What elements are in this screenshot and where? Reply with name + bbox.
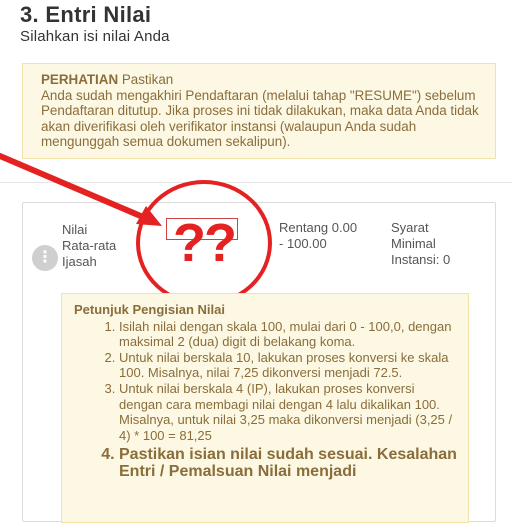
hint-item: 2. Untuk nilai berskala 10, lakukan proses konversi ke skala 100. Misalnya, nilai 7,25 dikonversi menjadi 72.5.	[119, 350, 458, 381]
question-annotation	[136, 180, 272, 306]
notice-label: PERHATIAN	[41, 72, 119, 87]
syarat-label: Syarat Minimal Instansi: 0	[391, 220, 451, 267]
notice-body: Anda sudah mengakhiri Pendaftaran (melalui tahap "RESUME") sebelum Pendaftaran ditutup. Jika proses ini tidak dilakukan, maka data Anda tidak akan diverifikasi oleh verifikator instansi (walaupun Anda sudah mengunggah semua dokumen sekalipun).	[41, 87, 479, 150]
page-subtitle-text: Silahkan isi nilai Anda	[20, 28, 170, 45]
page-subtitle	[20, 28, 170, 45]
hint-item: 3. Untuk nilai berskala 4 (IP), lakukan proses konversi dengan cara membagi nilai dengan 4 lalu dikalikan 100. Misalnya, untuk nilai 3,25 maka dikonversi menjadi (3,25 / 4) * 100 = 81,25	[119, 381, 458, 443]
range-label: Rentang 0.00 - 100.00	[279, 220, 358, 251]
hint-box	[61, 293, 469, 523]
field-label-nilai: Nilai Rata-rata Ijasah	[62, 222, 117, 269]
notice-line1: Pastikan	[121, 72, 174, 87]
hint-list	[74, 319, 458, 481]
hint-title: Petunjuk Pengisian Nilai	[74, 302, 225, 317]
hint-item: 1. Isilah nilai dengan skala 100, mulai dari 0 - 100,0, dengan maksimal 2 (dua) digit di belakang koma.	[119, 319, 458, 350]
more-vertical-icon[interactable]: ⋮	[32, 245, 58, 271]
hint-item-emphasis: 4. Pastikan isian nilai sudah sesuai. Kesalahan Entri / Pemalsuan Nilai menjadi	[119, 446, 458, 480]
page-title: 3. Entri Nilai	[20, 2, 152, 27]
question-marks: ??	[173, 213, 235, 273]
